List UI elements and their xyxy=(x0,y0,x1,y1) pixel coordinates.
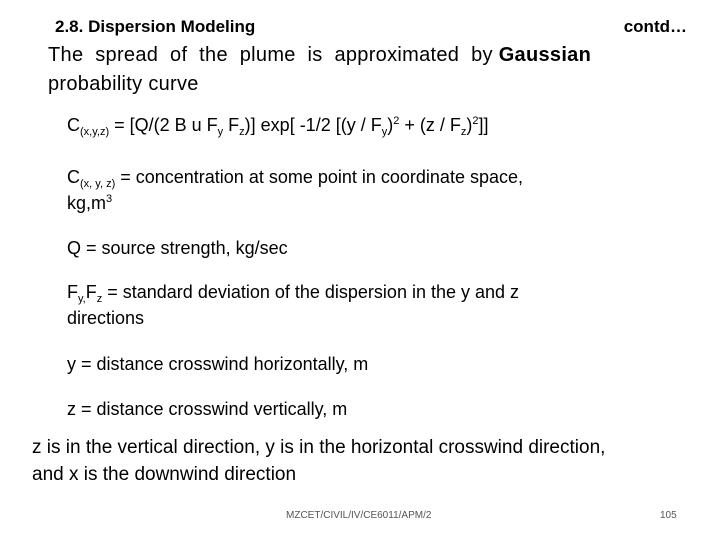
definition-concentration: $C_{(x, y, z)}$ = concentration at some point in coordinate space, $kg,m^3$ xyxy=(67,167,523,213)
direction-summary: z is in the vertical direction, y is in the horizontal crosswind direction, and x is the downwind direction xyxy=(32,437,606,485)
definition-source-strength: Q = source strength, kg/sec xyxy=(67,238,288,258)
intro-bold-term: Gaussian xyxy=(498,44,592,66)
intro-text-continued: probability curve xyxy=(48,73,199,95)
definition-y-distance: y = distance crosswind horizontally, m xyxy=(67,354,369,374)
footer-course-code: MZCET/CIVIL/IV/CE6011/APM/2 xyxy=(286,510,432,521)
intro-paragraph xyxy=(48,41,658,99)
page-number: 105 xyxy=(660,510,677,521)
gaussian-formula: $C_{(x,y,z)} = [Q/(2$ B u $F_y$ $F_z$)] exp[ -1/2 $[(y / F_y)^2 + (z / F_z)^2]$] xyxy=(67,115,489,138)
intro-text: The spread of the plume is approximated by xyxy=(48,44,493,66)
definition-standard-deviation: $F_{y,}F_z$ = standard deviation of the dispersion in the y and z directions xyxy=(67,282,520,328)
contd-label: contd… xyxy=(623,17,687,36)
definition-z-distance: z = distance crosswind vertically, m xyxy=(67,399,348,419)
section-heading: 2.8. Dispersion Modeling xyxy=(55,17,256,36)
